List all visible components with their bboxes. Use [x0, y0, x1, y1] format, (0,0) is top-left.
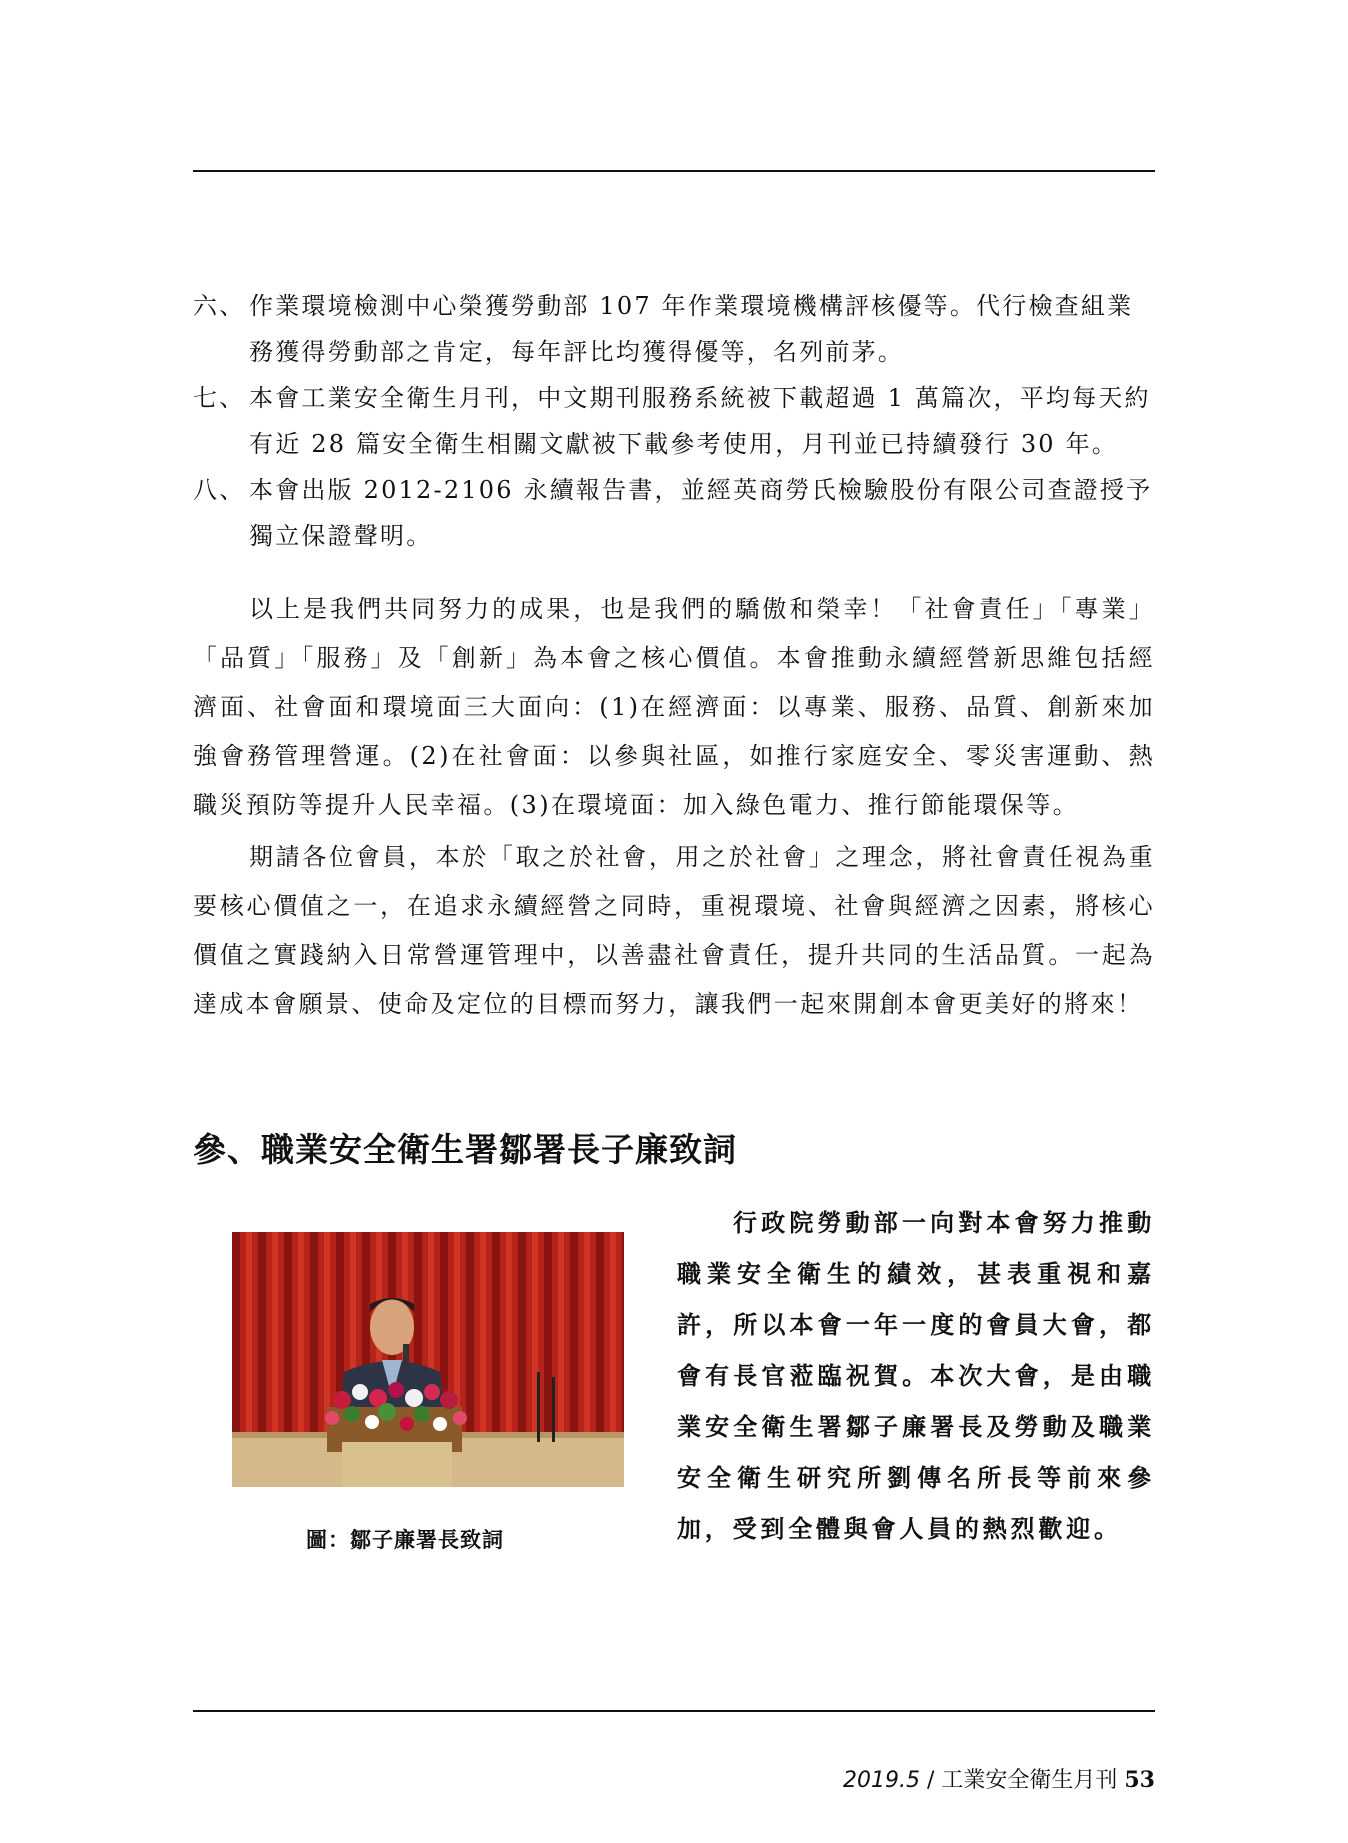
page-footer	[843, 1763, 1155, 1794]
paragraph-core-values: 以上是我們共同努力的成果，也是我們的驕傲和榮幸！「社會責任」「專業」「品質」「服務」及「創新」為本會之核心價值。本會推動永續經營新思維包括經濟面、社會面和環境面三大面向：(1)在經濟面：以專業、服務、品質、創新來加強會務管理營運。(2)在社會面：以參與社區，如推行家庭安全、零災害運動、熱職災預防等提升人民幸福。(3)在環境面：加入綠色電力、推行節能環保等。	[193, 595, 1155, 819]
header-rule	[193, 170, 1155, 172]
paragraph-expectations: 期請各位會員，本於「取之於社會，用之於社會」之理念，將社會責任視為重要核心價值之一，在追求永續經營之同時，重視環境、社會與經濟之因素，將核心價值之實踐納入日常營運管理中，以善盡社會責任，提升共同的生活品質。一起為達成本會願景、使命及定位的目標而努力，讓我們一起來開創本會更美好的將來！	[193, 843, 1155, 1018]
achievement-list	[193, 283, 1155, 559]
list-item	[193, 375, 1155, 467]
section-heading: 參、職業安全衛生署鄒署長子廉致詞	[193, 1130, 737, 1169]
list-item	[193, 283, 1155, 375]
side-paragraph: 行政院勞動部一向對本會努力推動職業安全衛生的績效，甚表重視和嘉許，所以本會一年一度的會員大會，都會有長官蒞臨祝賀。本次大會，是由職業安全衛生署鄒子廉署長及勞動及職業安全衛生研究所劉傳名所長等前來參加，受到全體與會人員的熱烈歡迎。	[677, 1208, 1155, 1543]
item-number: 八、	[193, 476, 246, 504]
item-number: 七、	[193, 384, 246, 412]
photo-caption: 圖：鄒子廉署長致詞	[306, 1528, 504, 1552]
list-item	[193, 467, 1155, 559]
item-text: 本會工業安全衛生月刊，中文期刊服務系統被下載超過 1 萬篇次，平均每天約有近 28 篇安全衛生相關文獻被下載參考使用，月刊並已持續發行 30 年。	[249, 384, 1151, 458]
speaker-photo	[232, 1232, 624, 1487]
item-number: 六、	[193, 292, 246, 320]
item-text: 本會出版 2012-2106 永續報告書，並經英商勞氏檢驗股份有限公司查證授予獨立保證聲明。	[249, 476, 1153, 550]
footer-separator: /	[919, 1768, 942, 1793]
issue-date: 2019.5	[842, 1768, 920, 1793]
footer-rule	[193, 1710, 1155, 1712]
item-text: 作業環境檢測中心榮獲勞動部 107 年作業環境機構評核優等。代行檢查組業務獲得勞動部之肯定，每年評比均獲得優等，名列前茅。	[249, 292, 1134, 366]
journal-title: 工業安全衛生月刊	[941, 1768, 1118, 1793]
page-number: 53	[1124, 1767, 1155, 1793]
